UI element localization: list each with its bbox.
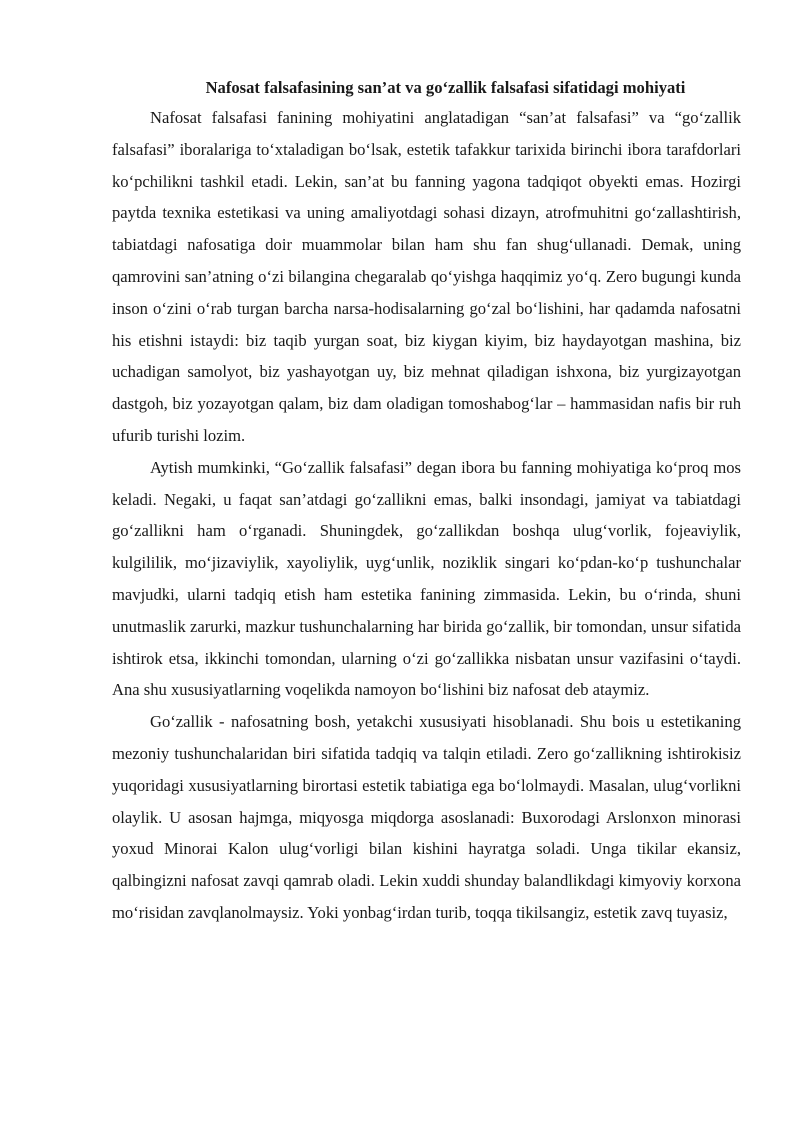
paragraph-1: Nafosat falsafasi fanining mohiyatini anglatadigan “san’at falsafasi” va “go‘zallik falsafasi” iboralariga to‘xtaladigan bo‘lsak, estetik tafakkur tarixida birinchi ibora tarafdorlari ko‘pchilikni tashkil etadi. Lekin, san’at bu fanning yagona tadqiqot obyekti emas. Hozirgi paytda texnika estetikasi va uning amaliyotdagi sohasi dizayn, atrofmuhitni go‘zallashtirish, tabiatdagi nafosatiga doir muammolar bilan ham shu fan shug‘ullanadi. Demak, uning qamrovini san’atning o‘zi bilangina chegaralab qo‘yishga haqqimiz yo‘q. Zero bugungi kunda inson o‘zini o‘rab turgan barcha narsa-hodisalarning go‘zal bo‘lishini, har qadamda nafosatni his etishni istaydi: biz taqib yurgan soat, biz kiygan kiyim, biz haydayotgan mashina, biz uchadigan samolyot, biz yashayotgan uy, biz mehnat qiladigan ishxona, biz yurgizayotgan dastgoh, biz yozayotgan qalam, biz dam oladigan tomoshabog‘lar – hammasidan nafis bir ruh ufurib turishi lozim. <box>112 108 741 445</box>
paragraph-3: Go‘zallik - nafosatning bosh, yetakchi xususiyati hisoblanadi. Shu bois u estetikaning mezoniy tushunchalaridan biri sifatida tadqiq va talqin etiladi. Zero go‘zallikning ishtirokisiz yuqoridagi xususiyatlarning birortasi estetik tabiatiga ega bo‘lolmaydi. Masalan, ulug‘vorlikni olaylik. U asosan hajmga, miqyosga miqdorga asoslanadi: Buxorodagi Arslonxon minorasi yoxud Minorai Kalon ulug‘vorligi bilan kishini hayratga soladi. Unga tikilar ekansiz, qalbingizni nafosat zavqi qamrab oladi. Lekin xuddi shunday balandlikdagi kimyoviy korxona mo‘risidan zavqlanolmaysiz. Yoki yonbag‘irdan turib, toqqa tikilsangiz, estetik zavq tuyasiz, <box>112 712 741 922</box>
document-page <box>112 74 741 929</box>
document-title: Nafosat falsafasining san’at va go‘zallik falsafasi sifatidagi mohiyati <box>205 78 686 97</box>
paragraph-2: Aytish mumkinki, “Go‘zallik falsafasi” degan ibora bu fanning mohiyatiga ko‘proq mos keladi. Negaki, u faqat san’atdagi go‘zallikni emas, balki insondagi, jamiyat va tabiatdagi go‘zallikni ham o‘rganadi. Shuningdek, go‘zallikdan boshqa ulug‘vorlik, fojeaviylik, kulgililik, mo‘jizaviylik, xayoliylik, uyg‘unlik, noziklik singari ko‘pdan-ko‘p tushunchalar mavjudki, ularni tadqiq etish ham estetika fanining zimmasida. Lekin, bu o‘rinda, shuni unutmaslik zarurki, mazkur tushunchalarning har birida go‘zallik, bir tomondan, unsur sifatida ishtirok etsa, ikkinchi tomondan, ularning o‘zi go‘zallikka nisbatan unsur vazifasini o‘taydi. Ana shu xususiyatlarning voqelikda namoyon bo‘lishini biz nafosat deb ataymiz. <box>112 457 741 700</box>
